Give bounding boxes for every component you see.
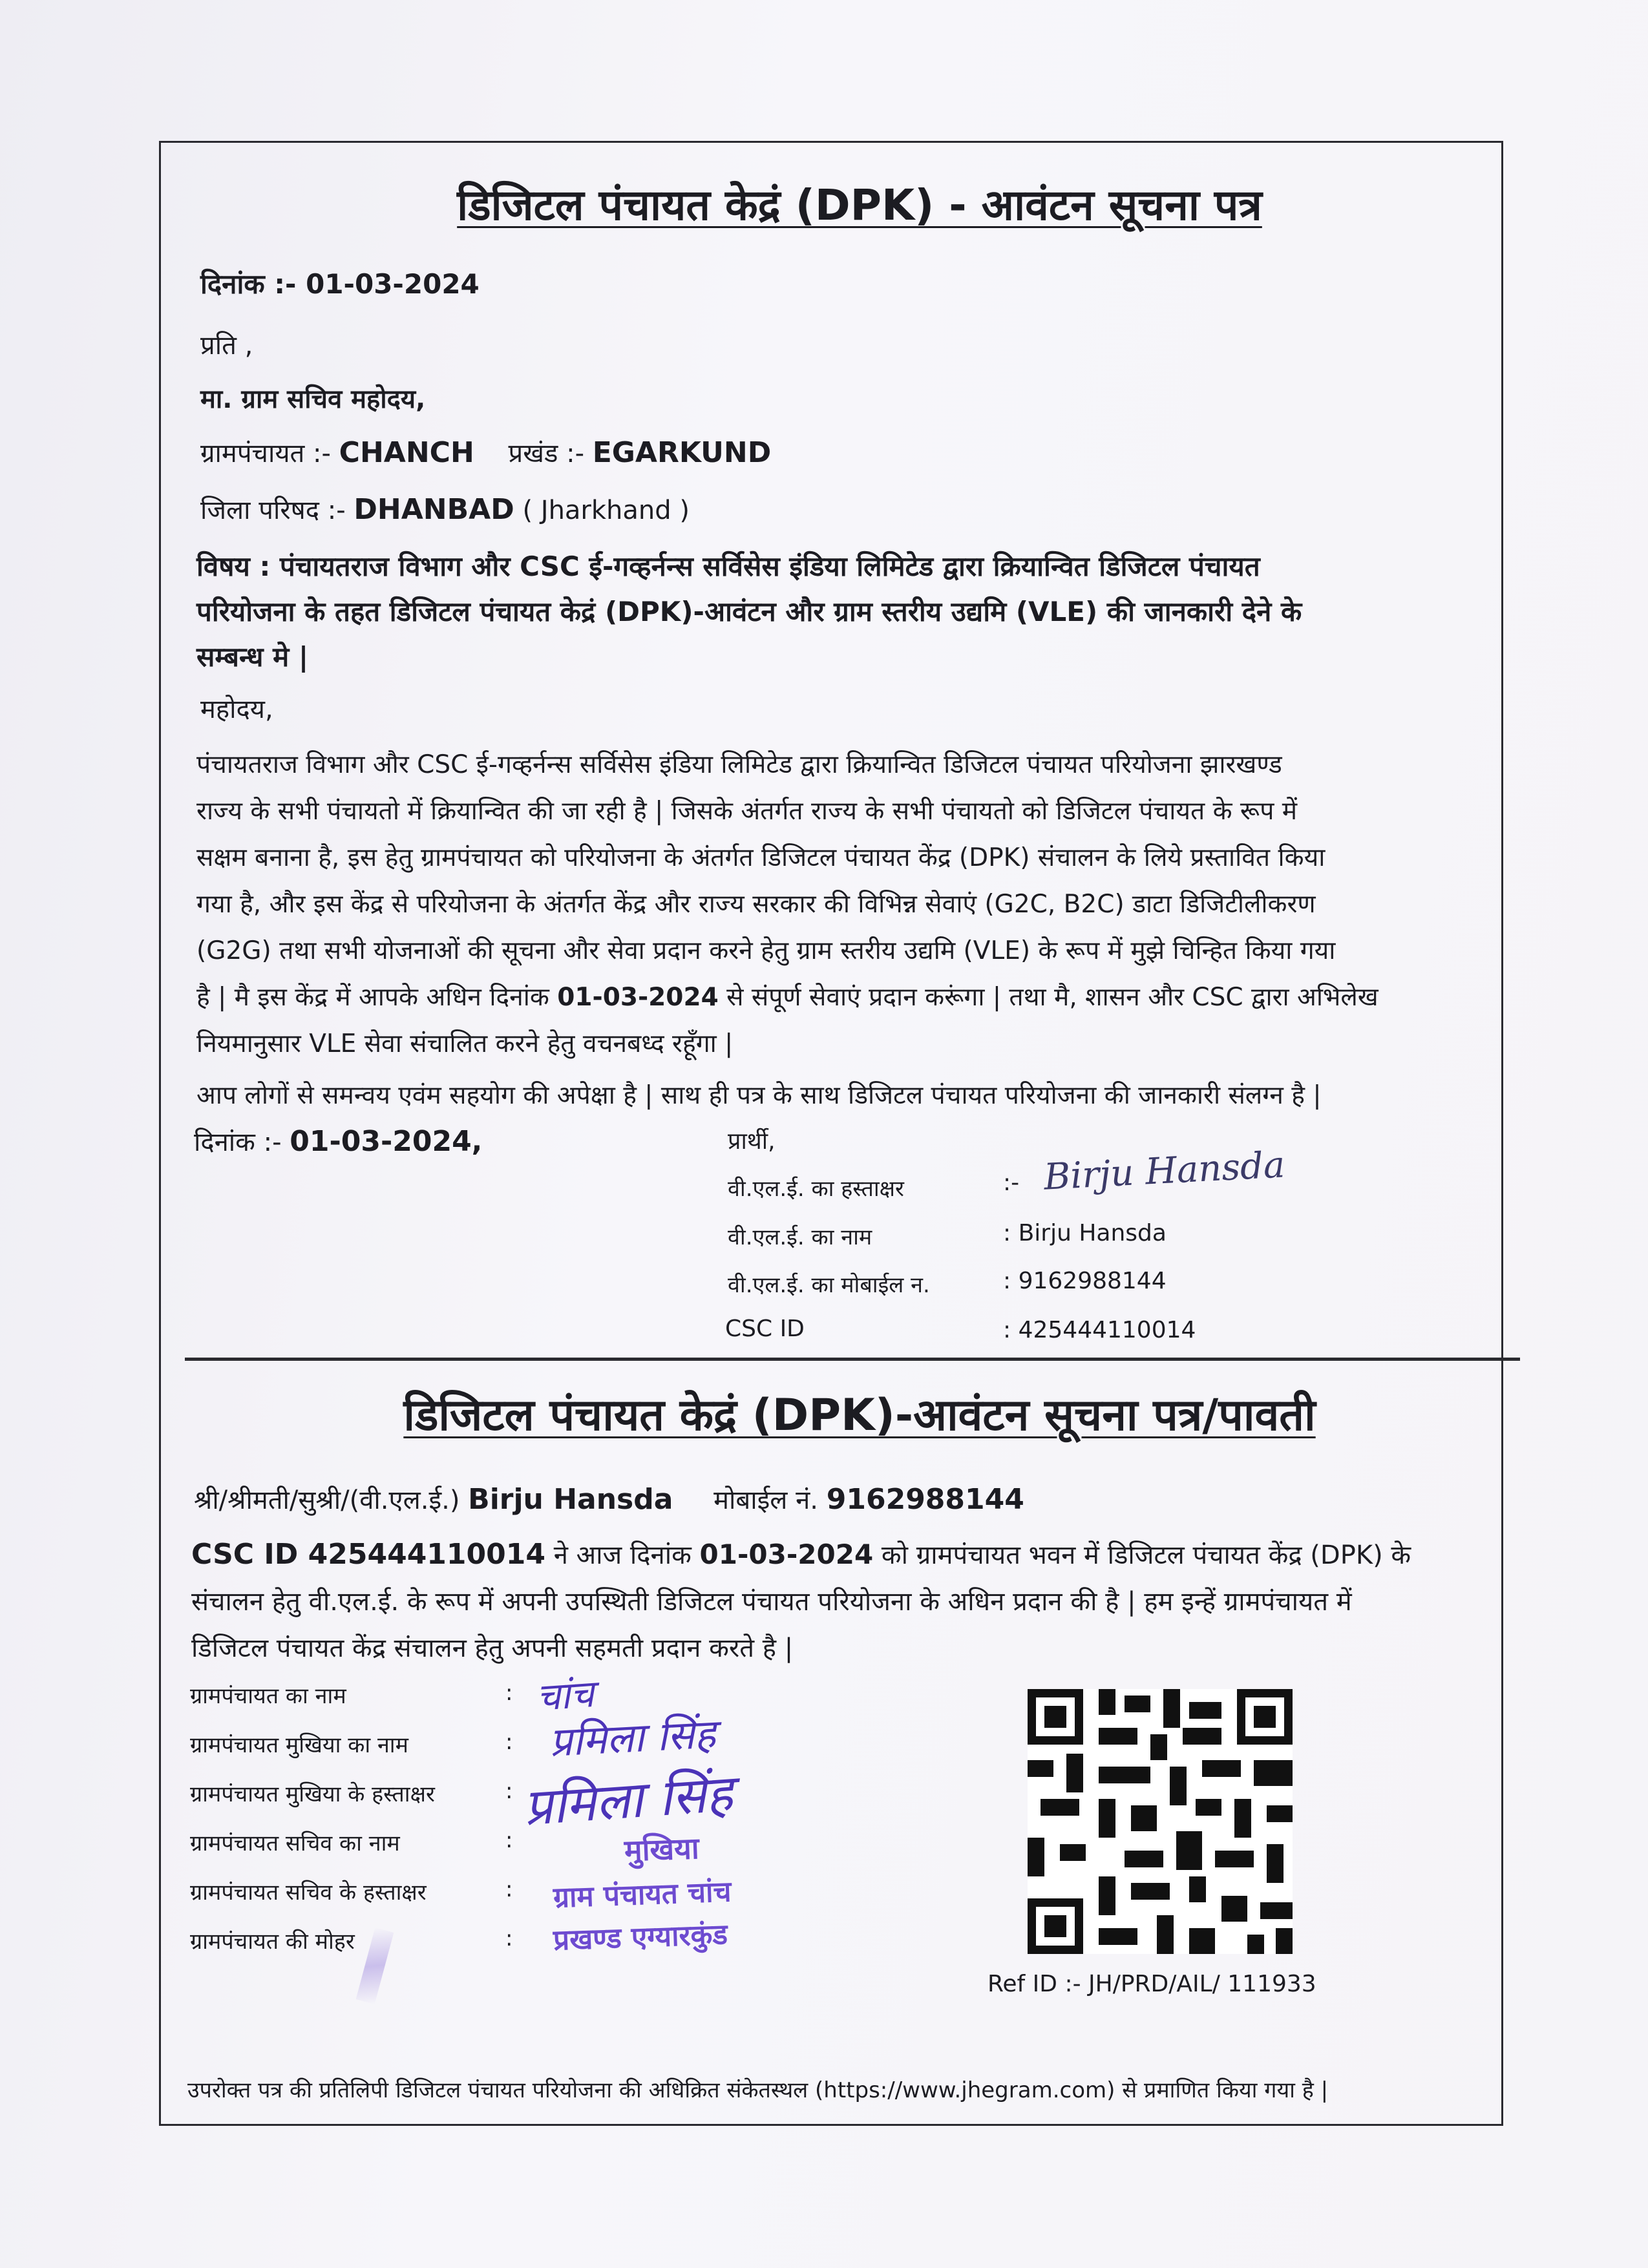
vle-name-label: वी.एल.ई. का नाम xyxy=(728,1224,872,1250)
receipt-mobile-value: 9162988144 xyxy=(826,1483,1024,1516)
notice-title: डिजिटल पंचायत केद्रं (DPK) - आवंटन सूचना पत्र xyxy=(457,180,1262,230)
vle-sign-label: वी.एल.ई. का हस्ताक्षर xyxy=(728,1176,904,1202)
stamp-line: मुखिया xyxy=(624,1830,700,1869)
receipt-csc-id: CSC ID 425444110014 xyxy=(191,1538,546,1571)
vle-mobile-label: वी.एल.ई. का मोबाईल न. xyxy=(728,1272,930,1298)
body-line: सक्षम बनाना है, इस हेतु ग्रामपंचायत को परियोजना के अंतर्गत डिजिटल पंचायत केंद्र (DPK) संचालन के लिये प्रस्तावित किया xyxy=(196,843,1326,872)
notice-date xyxy=(200,265,480,302)
subject-line: सम्बन्ध मे | xyxy=(196,641,309,673)
applicant-label: प्रार्थी, xyxy=(728,1128,776,1155)
receipt-body-line: डिजिटल पंचायत केंद्र संचालन हेतु अपनी सहमती प्रदान करते है | xyxy=(191,1633,794,1663)
ref-id: Ref ID :- JH/PRD/AIL/ 111933 xyxy=(988,1971,1316,1997)
row-colon: : xyxy=(505,1827,513,1853)
row-colon: : xyxy=(505,1729,513,1755)
gp-block-line xyxy=(200,434,771,470)
vle-sign-prefix: :- xyxy=(1003,1170,1020,1196)
csc-id-value: : 425444110014 xyxy=(1003,1317,1196,1343)
footer-date xyxy=(194,1123,482,1159)
district-line xyxy=(200,491,690,527)
handwritten-mukhiya-name: प्रमिला सिंह xyxy=(548,1710,717,1766)
footer-date-label: दिनांक :- xyxy=(194,1128,282,1157)
row-colon: : xyxy=(505,1926,513,1951)
row-colon: : xyxy=(505,1876,513,1902)
receipt-title: डिजिटल पंचायत केद्रं (DPK)-आवंटन सूचना पत्र/पावती xyxy=(403,1390,1316,1441)
receipt-vle-line xyxy=(194,1481,1024,1517)
receipt-body xyxy=(191,1531,1497,1672)
receipt-footer: उपरोक्त पत्र की प्रतिलिपी डिजिटल पंचायत परियोजना की अधिक्रित संकेतस्थल (https://www.jhegram.com) से प्रमाणित किया गया है | xyxy=(187,2077,1329,2103)
gp-value: CHANCH xyxy=(339,436,474,469)
addressee: मा. ग्राम सचिव महोदय, xyxy=(200,384,426,414)
row-label-secretary-name: ग्रामपंचायत सचिव का नाम xyxy=(190,1831,400,1856)
state-value: ( Jharkhand ) xyxy=(522,496,690,525)
qr-code-icon xyxy=(1028,1689,1293,1954)
body-line: पंचायतराज विभाग और CSC ई-गव्हर्नन्स सर्विसेस इंडिया लिमिटेड द्वारा क्रियान्वित डिजिटल पंचायत परियोजना झारखण्ड xyxy=(196,750,1282,779)
body-line: राज्य के सभी पंचायतो में क्रियान्वित की जा रही है | जिसके अंतर्गत राज्य के सभी पंचायतो को डिजिटल पंचायत के रूप में xyxy=(196,797,1298,826)
block-value: EGARKUND xyxy=(592,436,772,469)
to-line: प्रति , xyxy=(200,331,253,361)
body-line: आप लोगों से समन्वय एवंम सहयोग की अपेक्षा है | साथ ही पत्र के साथ डिजिटल पंचायत परियोजना की जानकारी संलग्न है | xyxy=(196,1081,1322,1110)
start-date: 01-03-2024 xyxy=(557,983,719,1012)
footer-date-value: 01-03-2024, xyxy=(290,1125,483,1158)
section-divider xyxy=(185,1358,1520,1361)
row-label-mukhiya-sign: ग्रामपंचायत मुखिया के हस्ताक्षर xyxy=(190,1781,435,1807)
receipt-body-line xyxy=(191,1531,1497,1579)
handwritten-mukhiya-signature: प्रमिला सिंह xyxy=(522,1764,735,1838)
row-colon: : xyxy=(505,1680,513,1706)
stamp-line: प्रखण्ड एग्यारकुंड xyxy=(553,1918,728,1957)
csc-id-label: CSC ID xyxy=(725,1316,805,1342)
body-line xyxy=(196,974,1483,1021)
receipt-text: ने आज दिनांक xyxy=(553,1540,692,1570)
body-text: से संपूर्ण सेवाएं प्रदान करूंगा | तथा मै, शासन और CSC द्वारा अभिलेख xyxy=(726,983,1379,1012)
row-label-secretary-sign: ग्रामपंचायत सचिव के हस्ताक्षर xyxy=(190,1880,427,1906)
district-value: DHANBAD xyxy=(354,493,514,526)
salutation: महोदय, xyxy=(200,695,273,724)
receipt-date: 01-03-2024 xyxy=(699,1538,874,1570)
body-text: है | मै इस केंद्र में आपके अधिन दिनांक xyxy=(196,983,549,1012)
receipt-text: को ग्रामपंचायत भवन में डिजिटल पंचायत केंद्र (DPK) के xyxy=(881,1540,1411,1570)
vle-mobile-value: : 9162988144 xyxy=(1003,1268,1167,1294)
handwritten-gp-name: चांच xyxy=(534,1671,596,1720)
stamp-line: ग्राम पंचायत चांच xyxy=(553,1875,732,1915)
subject-line: परियोजना के तहत डिजिटल पंचायत केद्रं (DPK)-आवंटन और ग्राम स्तरीय उद्यमि (VLE) की जानकारी देने के xyxy=(196,596,1302,627)
vle-name-value: : Birju Hansda xyxy=(1003,1220,1167,1246)
body-line: गया है, और इस केंद्र से परियोजना के अंतर्गत केंद्र और राज्य सरकार की विभिन्न सेवाएं (G2C, B2C) डाटा डिजिटीलीकरण xyxy=(196,890,1316,919)
notice-date-value: 01-03-2024 xyxy=(306,268,480,300)
body-line: (G2G) तथा सभी योजनाओं की सूचना और सेवा प्रदान करने हेतु ग्राम स्तरीय उद्यमि (VLE) के रूप में मुझे चिन्हित किया गया xyxy=(196,936,1336,965)
row-colon: : xyxy=(505,1778,513,1804)
gp-label: ग्रामपंचायत :- xyxy=(200,439,331,468)
notice-body xyxy=(196,742,1483,1119)
district-label: जिला परिषद :- xyxy=(200,496,346,525)
receipt-vle-name: Birju Hansda xyxy=(468,1483,673,1516)
receipt-mobile-label: मोबाईल नं. xyxy=(713,1486,819,1515)
notice-date-label: दिनांक :- xyxy=(200,268,297,300)
vle-prefix: श्री/श्रीमती/सुश्री/(वी.एल.ई.) xyxy=(194,1486,460,1515)
body-line: नियमानुसार VLE सेवा संचालित करने हेतु वचनबध्द रहूँगा | xyxy=(196,1029,734,1058)
receipt-body-line: संचालन हेतु वी.एल.ई. के रूप में अपनी उपस्थिती डिजिटल पंचायत परियोजना के अधिन प्रदान की है | हम इन्हें ग्रामपंचायत में xyxy=(191,1587,1352,1617)
row-label-mukhiya-name: ग्रामपंचायत मुखिया का नाम xyxy=(190,1732,408,1758)
block-label: प्रखंड :- xyxy=(508,439,585,468)
row-label-gp-name: ग्रामपंचायत का नाम xyxy=(190,1683,346,1709)
vle-signature: Birju Hansda xyxy=(1042,1144,1286,1199)
subject-line: विषय : पंचायतराज विभाग और CSC ई-गव्हर्नन्स सर्विसेस इंडिया लिमिटेड द्वारा क्रियान्वित डिजिटल पंचायत xyxy=(196,551,1260,582)
subject xyxy=(196,544,1483,680)
row-label-seal: ग्रामपंचायत की मोहर xyxy=(190,1929,355,1955)
